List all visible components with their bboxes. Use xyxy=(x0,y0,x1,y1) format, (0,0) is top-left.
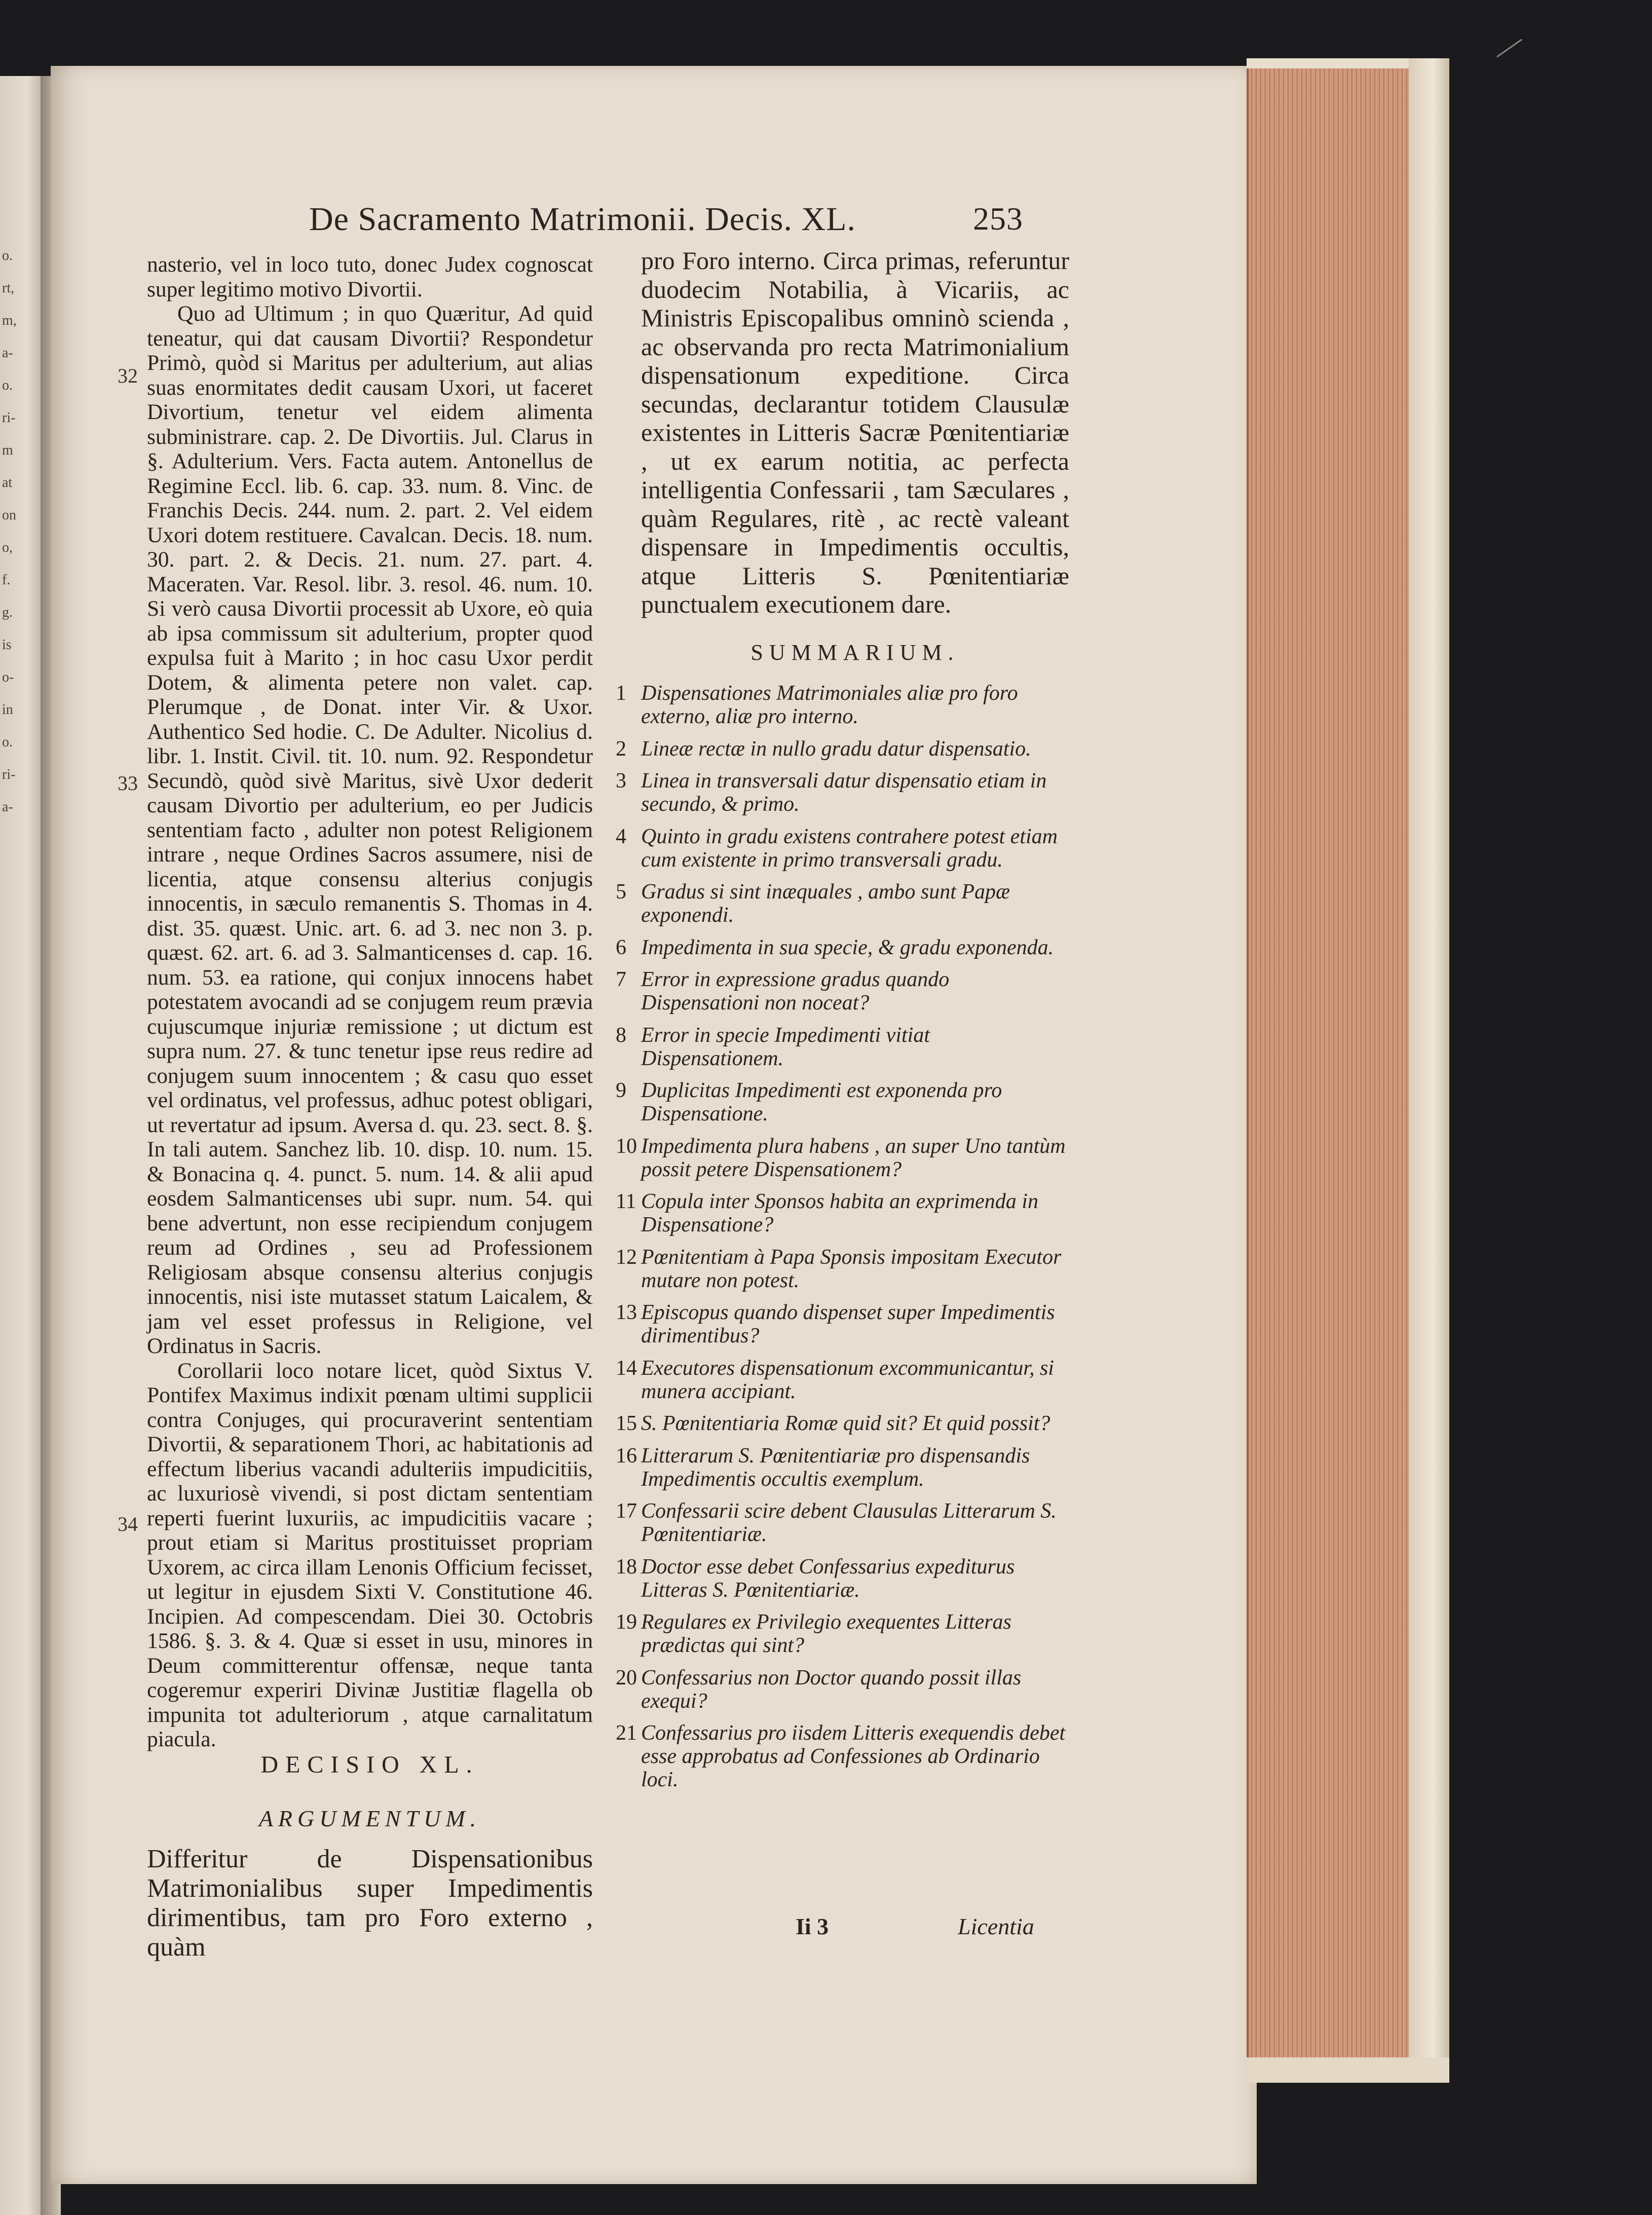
facing-page-fragment: is xyxy=(2,637,12,653)
pencil-mark xyxy=(1496,39,1534,74)
facing-page-fragment: a- xyxy=(2,799,13,815)
summarium-item-number: 10 xyxy=(616,1134,637,1158)
summarium-item-number: 8 xyxy=(616,1023,626,1047)
summarium-item xyxy=(616,1357,1072,1403)
summarium-item xyxy=(616,1024,1072,1070)
summarium-item xyxy=(616,1246,1072,1292)
summarium-item-text: Error in specie Impedimenti vitiat Dispensationem. xyxy=(641,1023,930,1070)
summarium-item-text: Dispensationes Matrimoniales aliæ pro foro externo, aliæ pro interno. xyxy=(641,682,1018,728)
summarium-item xyxy=(616,1721,1072,1791)
argumentum-heading: ARGUMENTUM. xyxy=(258,1806,481,1831)
page-block-fore-edge xyxy=(1247,68,1411,2070)
left-column xyxy=(147,252,593,1752)
summarium-list xyxy=(616,682,1072,1800)
summarium-item-text: Confessarii scire debent Clausulas Litterarum S. Pœnitentiariæ. xyxy=(641,1499,1057,1546)
facing-page-fragment: in xyxy=(2,702,13,718)
summarium-item-number: 15 xyxy=(616,1412,637,1435)
facing-page-edge xyxy=(0,76,46,2215)
summarium-item-text: Impedimenta in sua specie, & gradu exponenda. xyxy=(641,935,1054,959)
facing-page-fragment: ri- xyxy=(2,767,16,782)
summarium-item-text: Regulares ex Privilegio exequentes Litteras prædictas qui sint? xyxy=(641,1610,1011,1657)
summarium-item-text: Executores dispensationum excommunicantur, si munera accipiant. xyxy=(641,1356,1054,1403)
summarium-item xyxy=(616,769,1072,816)
facing-page-fragment: a- xyxy=(2,345,13,361)
facing-page-fragment: rt, xyxy=(2,280,15,296)
summarium-item xyxy=(616,1301,1072,1347)
facing-page-fragment: o- xyxy=(2,669,14,685)
margin-number: 32 xyxy=(118,364,138,387)
summarium-item-number: 2 xyxy=(616,737,626,761)
margin-number: 33 xyxy=(118,772,138,795)
summarium-item-text: Pœnitentiam à Papa Sponsis impositam Executor mutare non potest. xyxy=(641,1245,1062,1292)
summarium-item-text: Error in expressione gradus quando Dispensationi non noceat? xyxy=(641,968,950,1015)
right-column xyxy=(641,246,1069,619)
summarium-item-text: S. Pœnitentiaria Romæ quid sit? Et quid possit? xyxy=(641,1412,1050,1435)
summarium-item-text: Linea in transversali datur dispensatio etiam in secundo, & primo. xyxy=(641,769,1047,816)
summarium-item xyxy=(616,682,1072,728)
summarium-item xyxy=(616,1079,1072,1125)
summarium-item-number: 3 xyxy=(616,769,626,793)
summarium-item-text: Copula inter Sponsos habita an exprimenda in Dispensatione? xyxy=(641,1190,1038,1236)
summarium-item xyxy=(616,825,1072,872)
summarium-item-text: Gradus si sint inæquales , ambo sunt Papæ exponendi. xyxy=(641,880,1010,927)
summarium-item-number: 14 xyxy=(616,1356,637,1380)
margin-number: 34 xyxy=(118,1513,138,1535)
summarium-item-text: Lineæ rectæ in nullo gradu datur dispensatio. xyxy=(641,737,1031,761)
summarium-item-text: Confessarius non Doctor quando possit illas exequi? xyxy=(641,1666,1022,1713)
left-paragraph: nasterio, vel in loco tuto, donec Judex cognoscat super legitimo motivo Divortii. xyxy=(147,252,593,302)
summarium-item-text: Doctor esse debet Confessarius expediturus Litteras S. Pœnitentiariæ. xyxy=(641,1555,1015,1602)
summarium-item-number: 13 xyxy=(616,1301,637,1324)
right-paragraph: pro Foro interno. Circa primas, referuntur duodecim Notabilia, à Vicariis, ac Ministris Episcopalibus omninò scienda , ac observanda pro recta Matrimonialium dispensationum expeditione. Circa secundas, declarantur totidem Clausulæ existentes in Litteris Sacræ Pœnitentiariæ , ut ex earum notitia, ac perfecta intelligentia Confessarii , tam Sæculares , quàm Regulares, ritè , ac rectè valeant dispensare in Impedimentis occultis, atque Litteris S. Pœnitentiariæ punctualem executionem dare. xyxy=(641,246,1069,618)
cover-board-bottom xyxy=(1247,2057,1449,2083)
summarium-item xyxy=(616,1135,1072,1181)
summarium-item-number: 9 xyxy=(616,1079,626,1102)
signature-mark: Ii 3 xyxy=(796,1913,829,1939)
cover-board xyxy=(1409,58,1449,2080)
summarium-item-number: 12 xyxy=(616,1245,637,1269)
page-number: 253 xyxy=(973,201,1023,237)
summarium-item-number: 21 xyxy=(616,1721,637,1745)
summarium-item-number: 17 xyxy=(616,1499,637,1523)
summarium-item xyxy=(616,1610,1072,1657)
summarium-item-number: 20 xyxy=(616,1666,637,1690)
summarium-item xyxy=(616,1444,1072,1491)
summarium-item xyxy=(616,1555,1072,1602)
facing-page-fragment: f. xyxy=(2,572,11,588)
summarium-item xyxy=(616,737,1072,761)
summarium-item xyxy=(616,936,1072,959)
summarium-item-text: Duplicitas Impedimenti est exponenda pro Dispensatione. xyxy=(641,1079,1002,1125)
catchword: Licentia xyxy=(958,1913,1034,1939)
left-paragraph: Corollarii loco notare licet, quòd Sixtus V. Pontifex Maximus indixit pœnam ultimi supplicii contra Conjuges, qui procuraverint sententiam Divortii, & separationem Thori, ac habitationis ad effectum liberius vacandi adulteriis impudicitiis, ac luxuriosè vivendi, si post dictam sententiam reperti fuerint luxuriis, ac impudicitiis vacare ; prout etiam si Maritus prostituisset propriam Uxorem, ac circa illam Lenonis Officium fecisset, ut legitur in ejusdem Sixti V. Constitutione 46. Incipien. Ad compescendam. Diei 30. Octobris 1586. §. 3. & 4. Quæ si esset in usu, minores in Deum committerentur offensæ, neque tanta cogeremur experiri Divinæ Justitiæ flagella ob impunita tot adulteriorum , atque carnalitatum piacula. xyxy=(147,1358,593,1751)
summarium-item xyxy=(616,1412,1072,1435)
summarium-item-text: Episcopus quando dispenset super Impedimentis dirimentibus? xyxy=(641,1301,1055,1347)
summarium-item-text: Quinto in gradu existens contrahere potest etiam cum existente in primo transversali gradu. xyxy=(641,824,1058,872)
facing-page-fragment: o. xyxy=(2,378,13,393)
facing-page-fragment: o, xyxy=(2,540,13,555)
summarium-item-number: 11 xyxy=(616,1190,636,1213)
summarium-item-number: 16 xyxy=(616,1444,637,1468)
summarium-item xyxy=(616,880,1072,927)
argumentum-text: Differitur de Dispensationibus Matrimonialibus super Impedimentis dirimentibus, tam pro Foro externo , quàm xyxy=(147,1845,593,1962)
facing-page-fragment: m, xyxy=(2,313,17,328)
facing-page-fragment: o. xyxy=(2,248,13,264)
summarium-item-number: 1 xyxy=(616,682,626,705)
summarium-item-number: 19 xyxy=(616,1610,637,1634)
summarium-item-text: Litterarum S. Pœnitentiariæ pro dispensandis Impedimentis occultis exemplum. xyxy=(641,1444,1030,1491)
summarium-item-text: Confessarius pro iisdem Litteris exequendis debet esse approbatus ad Confessiones ab Ordinario loci. xyxy=(641,1721,1066,1791)
summarium-item-number: 18 xyxy=(616,1555,637,1579)
summarium-item-number: 6 xyxy=(616,935,626,959)
summarium-item-number: 7 xyxy=(616,968,626,991)
left-paragraph: Quo ad Ultimum ; in quo Quæritur, Ad quid teneatur, qui dat causam Divortii? Respondetur Primò, quòd si Maritus per adulterium, aut alias suas enormitates dedit causam Uxori, ut faceret Divortium, tenetur vel eidem alimenta subministrare. cap. 2. De Divortiis. Jul. Clarus in §. Adulterium. Vers. Facta autem. Antonellus de Regimine Eccl. lib. 6. cap. 33. num. 8. Vinc. de Franchis Decis. 244. num. 2. part. 2. Vel eidem Uxori dotem restituere. Cavalcan. Decis. 18. num. 30. part. 2. & Decis. 21. num. 27. part. 4. Maceraten. Var. Resol. libr. 3. resol. 46. num. 10. Si verò causa Divortii processit ab Uxore, eò quia ab ipsa commissum sit adulterium, propter quod expulsa fuit à Marito ; in hoc casu Uxor perdit Dotem, & alimenta petere non valet. cap. Plerumque , de Donat. inter Vir. & Uxor. Authentico Sed hodie. C. De Adulter. Nicolius d. libr. 1. Instit. Civil. tit. 10. num. 92. Respondetur Secundò, quòd sivè Maritus, sivè Uxor dederit causam Divortio per adulterium, eo per Judicis sententiam facto , adulter non potest Religionem intrare , neque Ordines Sacros assumere, nisi de licentia, atque consensu alterius conjugis innocentis, in sæculo remanentis S. Thomas in 4. dist. 35. quæst. Unic. art. 6. ad 3. nec non 3. p. quæst. 62. art. 6. ad 3. Salmanticenses d. cap. 16. num. 53. ea ratione, qui conjux innocens habet potestatem avocandi ad se conjugem reum prævia cujuscumque injuriæ remissione ; ut dictum est supra num. 27. & tunc tenetur ipse reus redire ad conjugem suum innocentem ; & casu quo esset vel ordinatus, vel professus, adhuc potest obligari, ut revertatur ad ipsum. Aversa d. qu. 23. sect. 8. §. In tali autem. Sanchez lib. 10. disp. 10. num. 15. & Bonacina q. 4. punct. 5. num. 14. & alii apud eosdem Salmanticenses ubi supr. num. 54. qui bene advertunt, non esse recipiendum conjugem reum ad Ordines , seu ad Professionem Religiosam absque consensu alterius conjugis innocentis, nisi iste mutasset statum Laicalem, & jam vel esset professus in Religione, vel Ordinatus in Sacris. xyxy=(147,302,593,1358)
summarium-item xyxy=(616,968,1072,1015)
summarium-heading: SUMMARIUM. xyxy=(750,640,960,665)
facing-page-fragment: g. xyxy=(2,605,13,620)
facing-page-fragment: on xyxy=(2,507,16,523)
facing-page-fragment: m xyxy=(2,442,13,458)
facing-page-fragment: at xyxy=(2,475,13,491)
facing-page-fragment: o. xyxy=(2,734,13,750)
summarium-item-number: 4 xyxy=(616,824,626,848)
summarium-item xyxy=(616,1190,1072,1236)
facing-page-fragment: ri- xyxy=(2,410,16,426)
summarium-item-text: Impedimenta plura habens , an super Uno tantùm possit petere Dispensationem? xyxy=(641,1134,1066,1181)
summarium-item xyxy=(616,1666,1072,1713)
decisio-heading: DECISIO XL. xyxy=(260,1751,479,1778)
summarium-item xyxy=(616,1499,1072,1546)
running-head-title: De Sacramento Matrimonii. Decis. XL. xyxy=(309,201,856,238)
summarium-item-number: 5 xyxy=(616,880,626,904)
